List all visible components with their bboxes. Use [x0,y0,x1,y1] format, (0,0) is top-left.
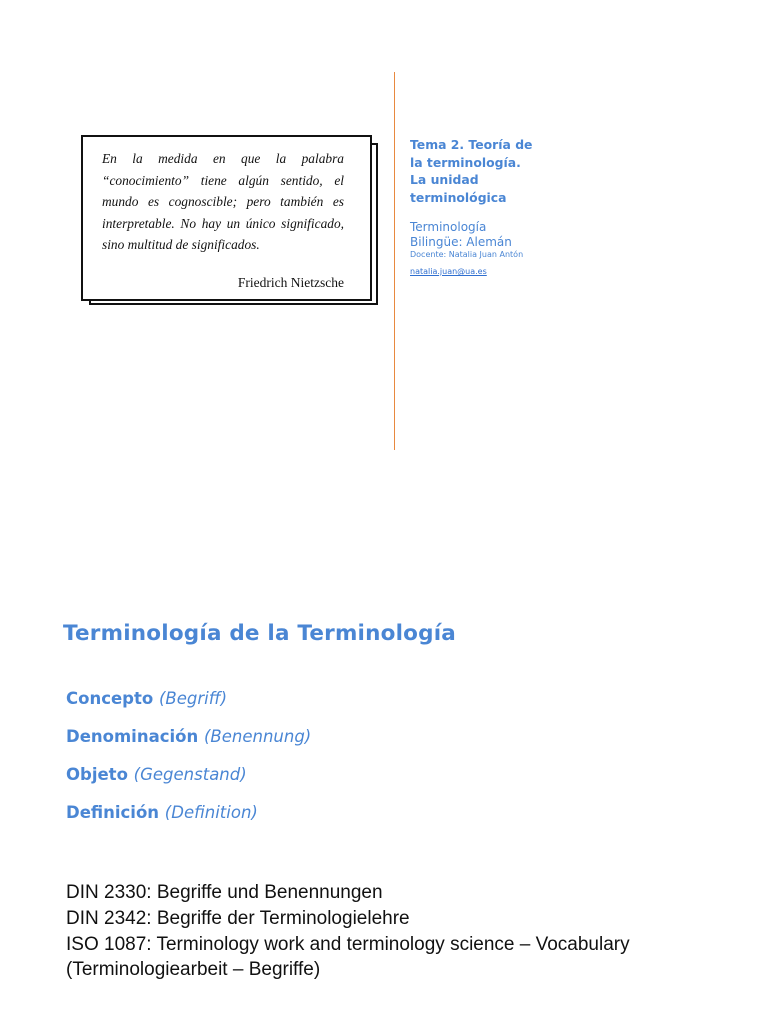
reference-line: DIN 2342: Begriffe der Terminologielehre [66,907,410,929]
term-spanish: Denominación [66,727,199,746]
reference-line: DIN 2330: Begriffe und Benennungen [66,882,383,903]
term-german: (Benennung) [203,727,312,746]
topic-title-line: terminológica [410,189,507,205]
term-spanish: Definición [66,803,160,822]
terms-list [66,687,311,839]
term-german: (Definition) [164,803,258,822]
term-german: (Gegenstand) [133,765,247,784]
quote-text: En la medida en que la palabra “conocimiento” tiene algún sentido, el mundo es cognoscible; pero también es interpretable. No hay un único significado, sino multitud de significados. [102,151,344,252]
course-subject-line: Terminología [410,220,487,234]
term-item [66,801,311,839]
term-item [66,763,311,801]
term-german: (Begriff) [158,689,228,708]
term-spanish: Objeto [66,765,128,784]
section-heading: Terminología de la Terminología [63,621,457,646]
term-item [66,687,311,725]
course-subject-line: Bilingüe: Alemán [410,235,512,249]
topic-title-line: la terminología. [410,154,521,170]
topic-title-line: Tema 2. Teoría de [410,137,533,152]
term-item [66,725,311,763]
term-spanish: Concepto [66,689,154,708]
course-subject [410,220,550,250]
topic-title [410,136,550,206]
reference-line: (Terminologiearbeit – Begriffe) [66,959,321,981]
quote-author: Friedrich Nietzsche [237,275,344,290]
topic-title-line: La unidad [410,172,479,187]
reference-line: ISO 1087: Terminology work and terminology science – Vocabulary [66,933,630,955]
vertical-divider [394,72,395,450]
cover-sidebar [410,136,550,278]
instructor-name: Docente: Natalia Juan Antón [410,250,524,259]
instructor-email-link[interactable]: natalia.juan@ua.es [410,267,487,276]
standards-references [66,880,630,983]
